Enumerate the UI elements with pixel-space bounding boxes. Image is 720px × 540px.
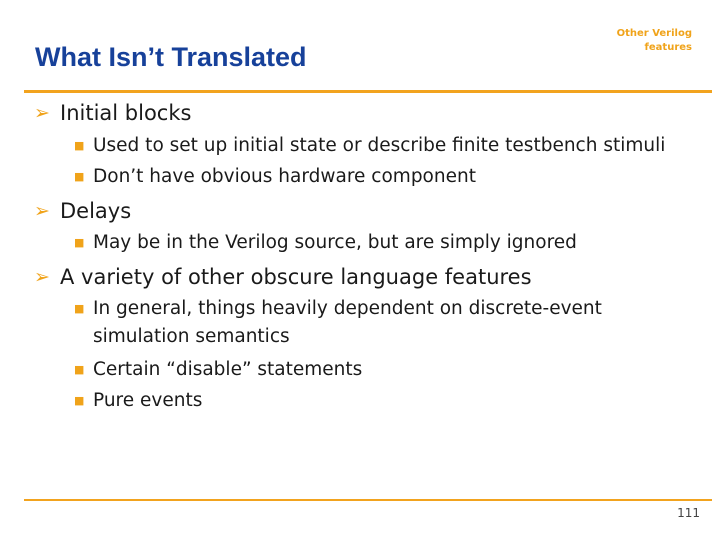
bullet-text: A variety of other obscure language features xyxy=(60,265,532,289)
page-number: 111 xyxy=(677,506,700,520)
arrow-right-icon: ➢ xyxy=(34,200,50,222)
sub-bullet-item xyxy=(74,295,664,351)
arrow-right-icon: ➢ xyxy=(34,266,50,288)
arrow-right-icon: ➢ xyxy=(34,102,50,124)
title-divider xyxy=(24,90,712,93)
square-bullet-icon: ■ xyxy=(74,236,85,249)
sub-bullet-item xyxy=(74,356,362,384)
bullet-text: Initial blocks xyxy=(60,101,192,125)
sub-bullet-text: Certain “disable” statements xyxy=(93,359,363,380)
sub-bullet-item xyxy=(74,163,476,191)
section-tag: Other Verilog features xyxy=(616,28,692,53)
slide-title: What Isn’t Translated xyxy=(35,42,307,72)
sub-bullet-text: Pure events xyxy=(93,390,203,411)
sub-bullet-text: In general, things heavily dependent on discrete-event simulation semantics xyxy=(93,298,602,347)
bullet-text: Delays xyxy=(60,199,132,223)
bullet-item xyxy=(34,262,532,292)
sub-bullet-text: Used to set up initial state or describe finite testbench stimuli xyxy=(93,135,666,156)
sub-bullet-item xyxy=(74,229,577,257)
sub-bullet-item xyxy=(74,132,665,160)
square-bullet-icon: ■ xyxy=(74,170,85,183)
square-bullet-icon: ■ xyxy=(74,363,85,376)
bullet-item xyxy=(34,196,131,226)
bullet-item xyxy=(34,98,191,128)
square-bullet-icon: ■ xyxy=(74,394,85,407)
sub-bullet-text: Don’t have obvious hardware component xyxy=(93,166,476,187)
square-bullet-icon: ■ xyxy=(74,139,85,152)
sub-bullet-text: May be in the Verilog source, but are simply ignored xyxy=(93,232,577,253)
sub-bullet-item xyxy=(74,387,202,415)
square-bullet-icon: ■ xyxy=(74,302,85,315)
footer-divider xyxy=(24,499,712,501)
